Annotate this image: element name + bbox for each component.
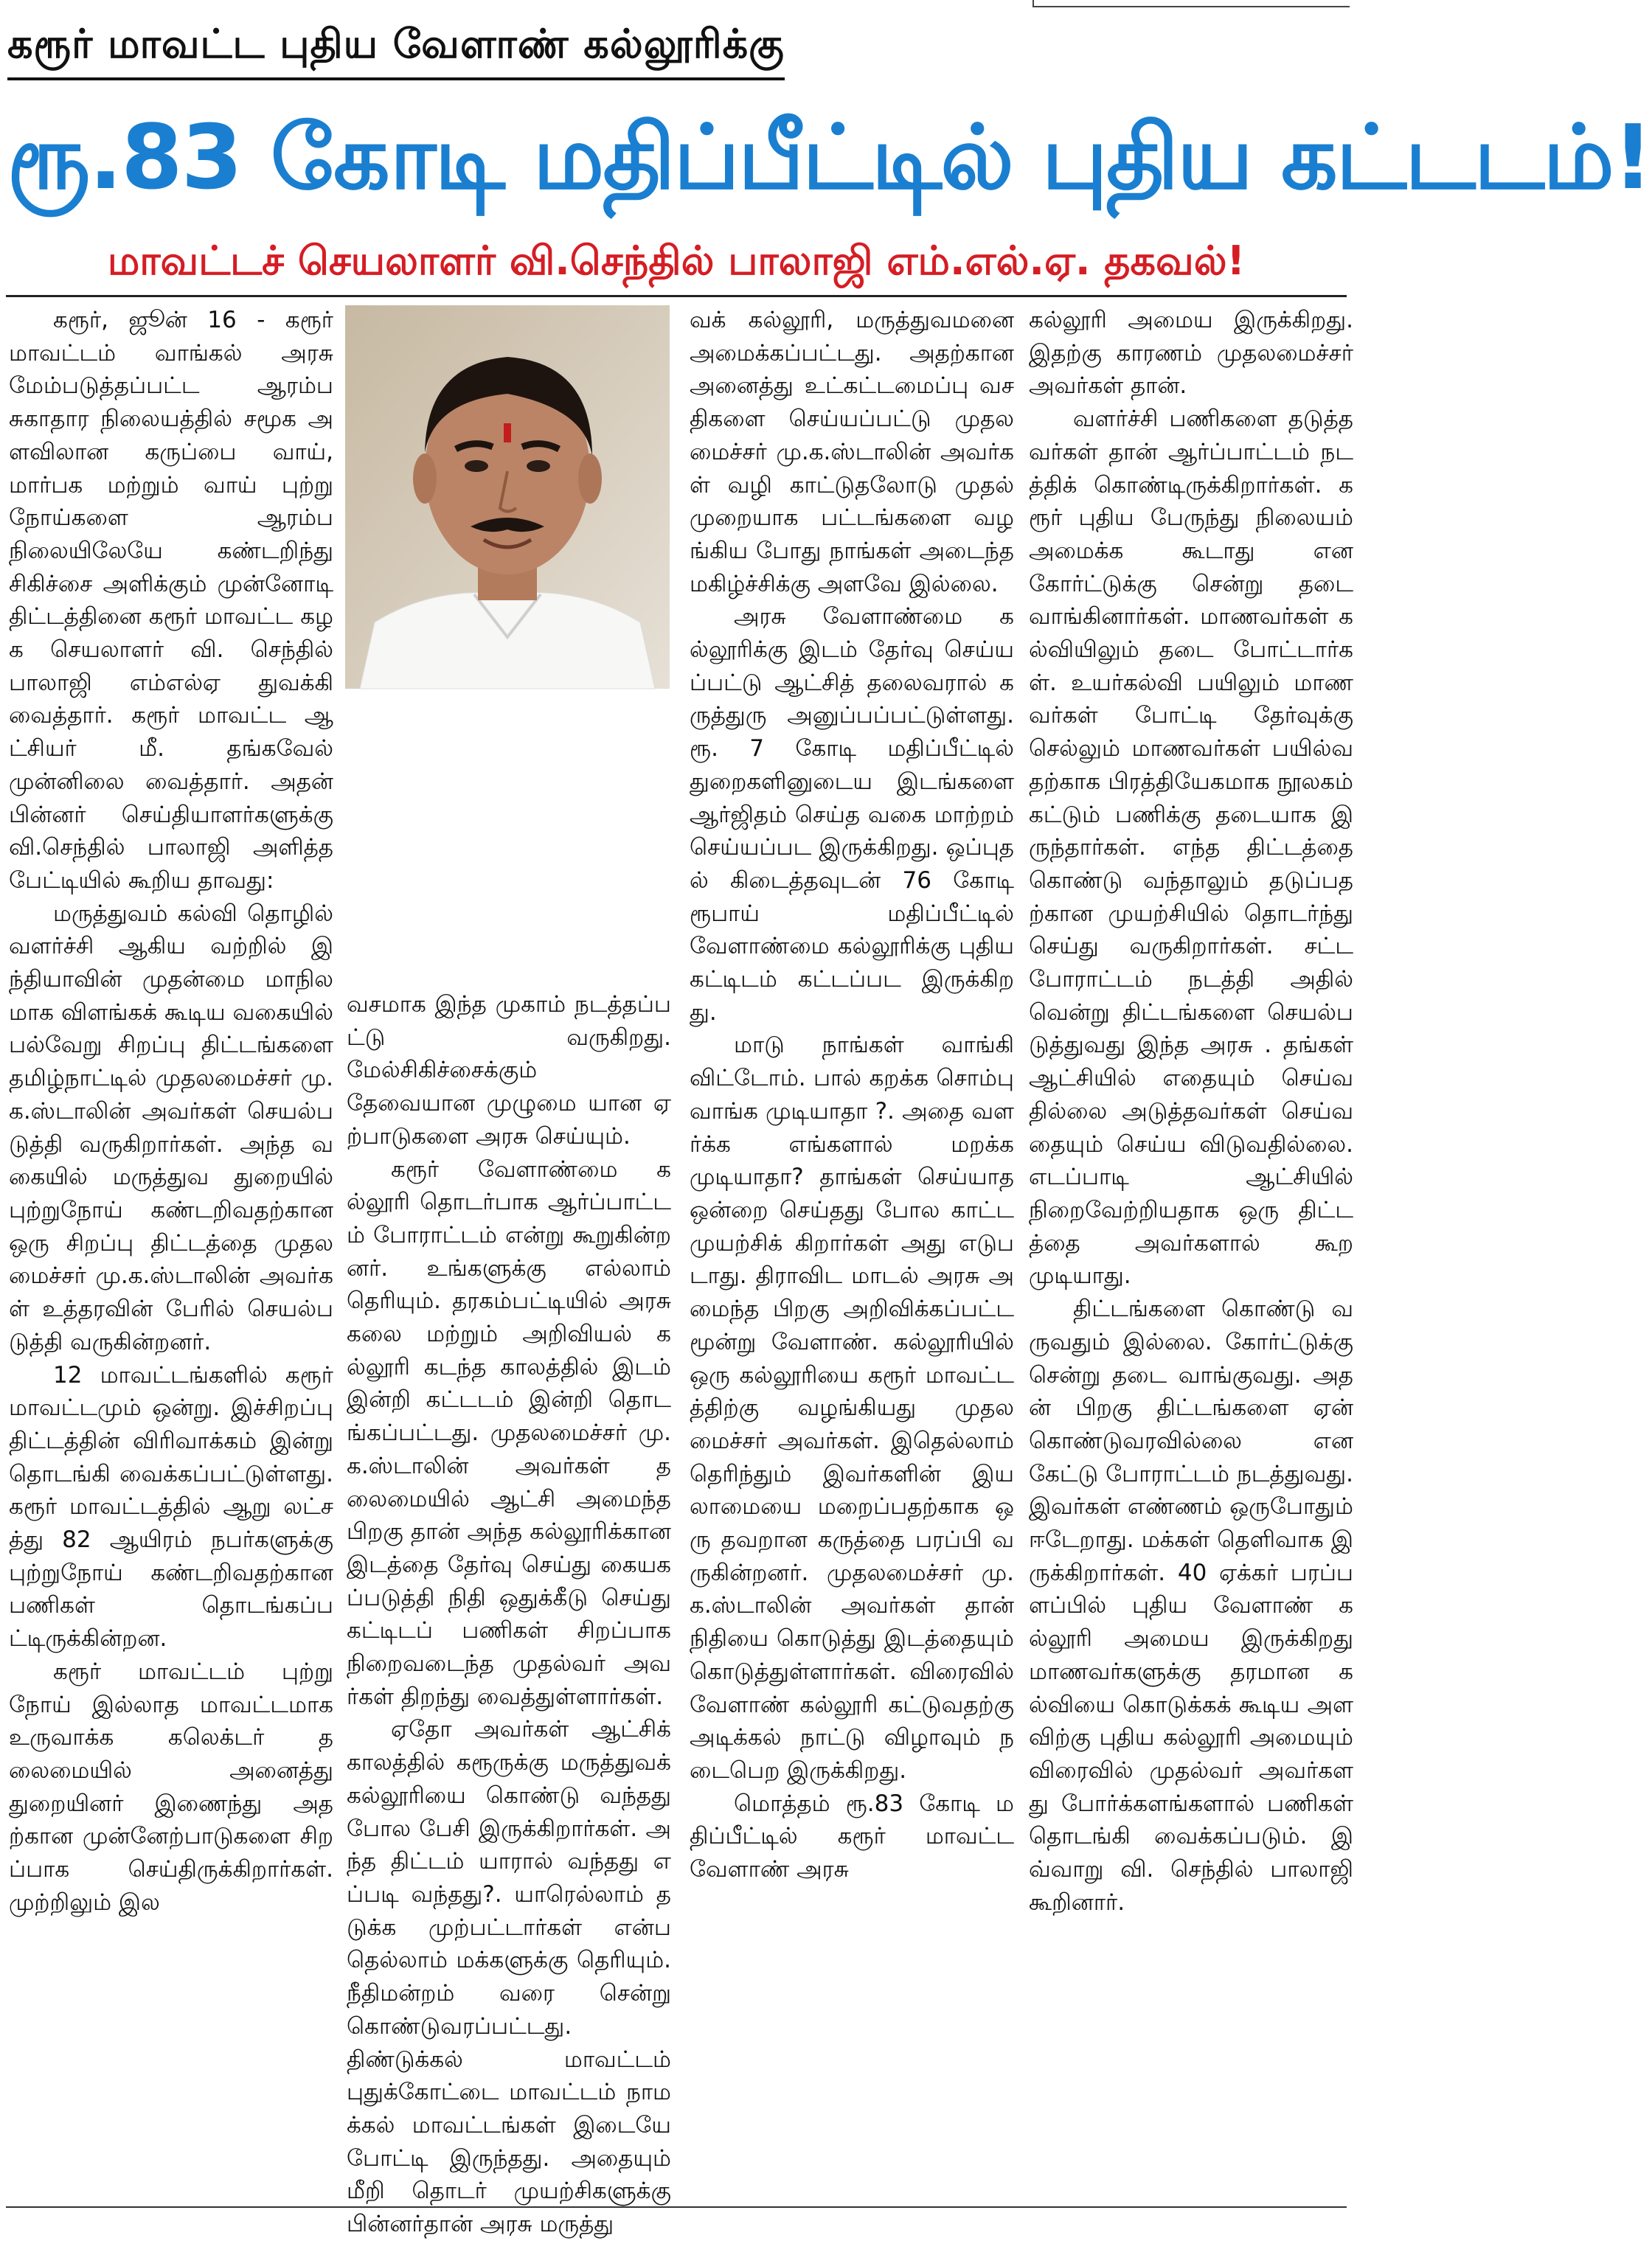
portrait-photo xyxy=(345,305,670,689)
paragraph: கல்லூரி அமைய இருக்கிறது. இதற்கு காரணம் முதலமைச்சர் அவர்கள் தான். xyxy=(1029,307,1353,400)
paragraph: ஏதோ அவர்கள் ஆட்சிக் காலத்தில் கரூருக்கு மருத்துவக் கல்லூரியை கொண்டு வந்தது போல பேசி இருக்கிறார்கள். அந்த திட்டம் யாரால் வந்தது எப்படி வந்தது?. யாரெல்லாம் தடுக்க முற்பட்டார்கள் என்பதெல்லாம் மக்களுக்கு தெரியும். நீதிமன்றம் வரை சென்று கொண்டுவரப்பட்டது. திண்டுக்கல் மாவட்டம் புதுக்கோட்டை மாவட்டம் நாமக்கல் மாவட்டங்கள் இடையே போட்டி இருந்தது. அதையும் மீறி தொடர் முயற்சிகளுக்கு பின்னர்தான் அரசு மருத்து xyxy=(347,1716,671,2238)
paragraph: 12 மாவட்டங்களில் கரூர் மாவட்டமும் ஒன்று. இச்சிறப்பு திட்டத்தின் விரிவாக்கம் இன்று தொடங்கி வைக்கப்பட்டுள்ளது. கரூர் மாவட்டத்தில் ஆறு லட்சத்து 82 ஆயிரம் நபர்களுக்கு புற்றுநோய் கண்டறிவதற்கான பணிகள் தொடங்கப்பட்டிருக்கின்றன. xyxy=(9,1361,333,1653)
headline: ரூ.83 கோடி மதிப்பீட்டில் புதிய கட்டடம்! xyxy=(7,107,1652,209)
paragraph: கரூர் மாவட்டம் புற்று நோய் இல்லாத மாவட்டமாக உருவாக்க கலெக்டர் தலைமையில் அனைத்து துறையினர் இணைந்து அதற்கான முன்னேற்பாடுகளை சிறப்பாக செய்திருக்கிறார்கள். முற்றிலும் இல xyxy=(9,1658,333,1916)
top-corner-rule-vertical xyxy=(1032,0,1034,7)
paragraph: வக் கல்லூரி, மருத்துவமனை அமைக்கப்பட்டது. அதற்கான அனைத்து உட்கட்டமைப்பு வசதிகளை செய்யப்பட்டு முதலமைச்சர் மு.க.ஸ்டாலின் அவர்கள் வழி காட்டுதலோடு முதல் முறையாக பட்டங்களை வழங்கிய போது நாங்கள் அடைந்த மகிழ்ச்சிக்கு அளவே இல்லை. xyxy=(690,307,1014,597)
top-corner-rule xyxy=(1032,6,1350,7)
kicker: கரூர் மாவட்ட புதிய வேளாண் கல்லூரிக்கு xyxy=(7,21,785,80)
person-portrait-icon xyxy=(345,305,670,689)
paragraph: மருத்துவம் கல்வி தொழில் வளர்ச்சி ஆகிய வற்றில் இந்தியாவின் முதன்மை மாநிலமாக விளங்கக் கூடிய வகையில் பல்வேறு சிறப்பு திட்டங்களை தமிழ்நாட்டில் முதலமைச்சர் மு.க.ஸ்டாலின் அவர்கள் செயல்படுத்தி வருகிறார்கள். அந்த வகையில் மருத்துவ துறையில் புற்றுநோய் கண்டறிவதற்கான ஒரு சிறப்பு திட்டத்தை முதலமைச்சர் மு.க.ஸ்டாலின் அவர்கள் உத்தரவின் பேரில் செயல்படுத்தி வருகின்றனர். xyxy=(9,900,333,1355)
header-rule xyxy=(6,295,1347,297)
paragraph: மொத்தம் ரூ.83 கோடி மதிப்பீட்டில் கரூர் மாவட்ட வேளாண் அரசு xyxy=(690,1790,1014,1883)
paragraph: மாடு நாங்கள் வாங்கி விட்டோம். பால் கறக்க சொம்பு வாங்க முடியாதா ?. அதை வளர்க்க எங்களால் மறக்க முடியாதா? தாங்கள் செய்யாத ஒன்றை செய்தது போல காட்ட முயற்சிக் கிறார்கள் அது எடுபடாது. திராவிட மாடல் அரசு அமைந்த பிறகு அறிவிக்கப்பட்ட மூன்று வேளாண். கல்லூரியில் ஒரு கல்லூரியை கரூர் மாவட்டத்திற்கு வழங்கியது முதலமைச்சர் அவர்கள். இதெல்லாம் தெரிந்தும் இவர்களின் இயலாமையை மறைப்பதற்காக ஒரு தவறான கருத்தை பரப்பி வருகின்றனர். முதலமைச்சர் மு.க.ஸ்டாலின் அவர்கள் தான் நிதியை கொடுத்து இடத்தையும் கொடுத்துள்ளார்கள். விரைவில் வேளாண் கல்லூரி கட்டுவதற்கு அடிக்கல் நாட்டு விழாவும் நடைபெற இருக்கிறது. xyxy=(690,1032,1014,1784)
paragraph: அரசு வேளாண்மை கல்லூரிக்கு இடம் தேர்வு செய்யப்பட்டு ஆட்சித் தலைவரால் கருத்துரு அனுப்பப்பட்டுள்ளது. ரூ. 7 கோடி மதிப்பீட்டில் துறைகளினுடைய இடங்களை ஆர்ஜிதம் செய்த வகை மாற்றம் செய்யப்பட இருக்கிறது. ஒப்புதல் கிடைத்தவுடன் 76 கோடி ரூபாய் மதிப்பீட்டில் வேளாண்மை கல்லூரிக்கு புதிய கட்டிடம் கட்டப்பட இருக்கிறது. xyxy=(690,603,1014,1026)
paragraph: திட்டங்களை கொண்டு வருவதும் இல்லை. கோர்ட்டுக்கு சென்று தடை வாங்குவது. அதன் பிறகு திட்டங்களை ஏன் கொண்டுவரவில்லை என கேட்டு போராட்டம் நடத்துவது. இவர்கள் எண்ணம் ஒருபோதும் ஈடேறாது. மக்கள் தெளிவாக இருக்கிறார்கள். 40 ஏக்கர் பரப்பளப்பில் புதிய வேளாண் கல்லூரி அமைய இருக்கிறது மாணவர்களுக்கு தரமான கல்வியை கொடுக்கக் கூடிய அளவிற்கு புதிய கல்லூரி அமையும் விரைவில் முதல்வர் அவர்களது போர்க்களங்களால் பணிகள் தொடங்கி வைக்கப்படும். இவ்வாறு வி. செந்தில் பாலாஜி கூறினார். xyxy=(1029,1296,1353,1916)
paragraph: வசமாக இந்த முகாம் நடத்தப்பட்டு வருகிறது. மேல்சிகிச்சைக்கும் தேவையான முழுமை யான ஏற்பாடுகளை அரசு செய்யும். xyxy=(347,991,671,1150)
paragraph: கரூர், ஜூன் 16 - கரூர் மாவட்டம் வாங்கல் அரசு மேம்படுத்தப்பட்ட ஆரம்ப சுகாதார நிலையத்தில் சமூக அளவிலான கருப்பை வாய், மார்பக மற்றும் வாய் புற்று நோய்களை ஆரம்ப நிலையிலேயே கண்டறிந்து சிகிச்சை அளிக்கும் முன்னோடி திட்டத்தினை கரூர் மாவட்ட கழக செயலாளர் வி. செந்தில் பாலாஜி எம்எல்ஏ துவக்கி வைத்தார். கரூர் மாவட்ட ஆட்சியர் மீ. தங்கவேல் முன்னிலை வைத்தார். அதன் பின்னர் செய்தியாளர்களுக்கு வி.செந்தில் பாலாஜி அளித்த பேட்டியில் கூறிய தாவது: xyxy=(9,307,333,894)
paragraph: வளர்ச்சி பணிகளை தடுத்தவர்கள் தான் ஆர்ப்பாட்டம் நடத்திக் கொண்டிருக்கிறார்கள். கரூர் புதிய பேருந்து நிலையம் அமைக்க கூடாது என கோர்ட்டுக்கு சென்று தடை வாங்கினார்கள். மாணவர்கள் கல்வியிலும் தடை போட்டார்கள். உயர்கல்வி பயிலும் மாணவர்கள் போட்டி தேர்வுக்கு செல்லும் மாணவர்கள் பயில்வதற்காக பிரத்தியேகமாக நூலகம் கட்டும் பணிக்கு தடையாக இருந்தார்கள். எந்த திட்டத்தை கொண்டு வந்தாலும் தடுப்பதற்கான முயற்சியில் தொடர்ந்து செய்து வருகிறார்கள். சட்ட போராட்டம் நடத்தி அதில் வென்று திட்டங்களை செயல்படுத்துவது இந்த அரசு . தங்கள் ஆட்சியில் எதையும் செய்வதில்லை அடுத்தவர்கள் செய்வதையும் செய்ய விடுவதில்லை. எடப்பாடி ஆட்சியில் நிறைவேற்றியதாக ஒரு திட்டத்தை அவர்களால் கூற முடியாது. xyxy=(1029,406,1353,1290)
article-column-4 xyxy=(1029,304,1353,2206)
subheadline: மாவட்டச் செயலாளர் வி.செந்தில் பாலாஜி எம்.எல்.ஏ. தகவல்! xyxy=(107,237,1246,284)
article-column-3 xyxy=(690,304,1014,2206)
footer-rule xyxy=(6,2206,1347,2208)
article-column-1 xyxy=(9,304,333,2206)
paragraph: கரூர் வேளாண்மை கல்லூரி தொடர்பாக ஆர்ப்பாட்டம் போராட்டம் என்று கூறுகின்றனர். உங்களுக்கு எல்லாம் தெரியும். தரகம்பட்டியில் அரசு கலை மற்றும் அறிவியல் கல்லூரி கடந்த காலத்தில் இடம் இன்றி கட்டடம் இன்றி தொடங்கப்பட்டது. முதலமைச்சர் மு.க.ஸ்டாலின் அவர்கள் தலைமையில் ஆட்சி அமைந்த பிறகு தான் அந்த கல்லூரிக்கான இடத்தை தேர்வு செய்து கையகப்படுத்தி நிதி ஒதுக்கீடு செய்து கட்டிடப் பணிகள் சிறப்பாக நிறைவடைந்த முதல்வர் அவர்கள் திறந்து வைத்துள்ளார்கள். xyxy=(347,1156,671,1710)
article-column-2 xyxy=(347,988,671,2238)
